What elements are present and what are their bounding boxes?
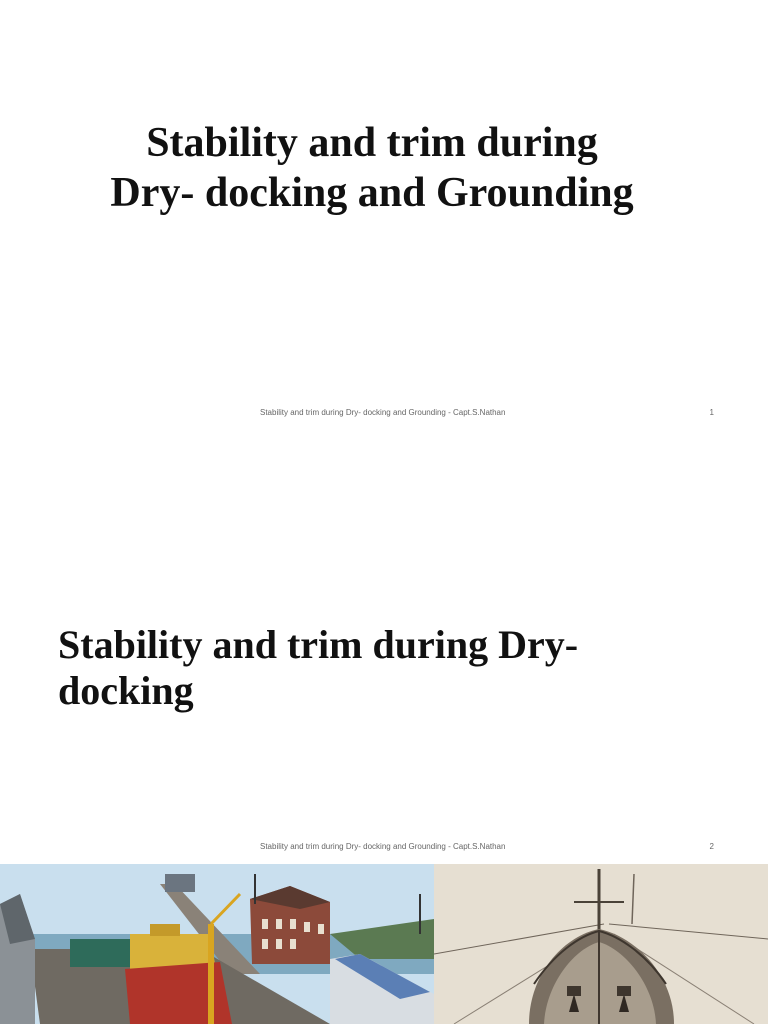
slide-page-number: 2 [709, 842, 714, 851]
slide-title: Stability and trim during Dry- docking and Grounding [110, 120, 634, 216]
ship-bow-photo [434, 864, 768, 1024]
slide-title: Stability and trim during Dry-docking [58, 622, 579, 713]
slide-footer: Stability and trim during Dry- docking and Grounding - Capt.S.Nathan [260, 842, 506, 851]
dry-dock-photo [0, 864, 434, 1024]
slide-1 [0, 0, 768, 432]
slide-3 [0, 864, 768, 1024]
slide-page-number: 1 [709, 408, 714, 417]
slide-2 [0, 432, 768, 864]
slide-footer: Stability and trim during Dry- docking and Grounding - Capt.S.Nathan [260, 408, 506, 417]
